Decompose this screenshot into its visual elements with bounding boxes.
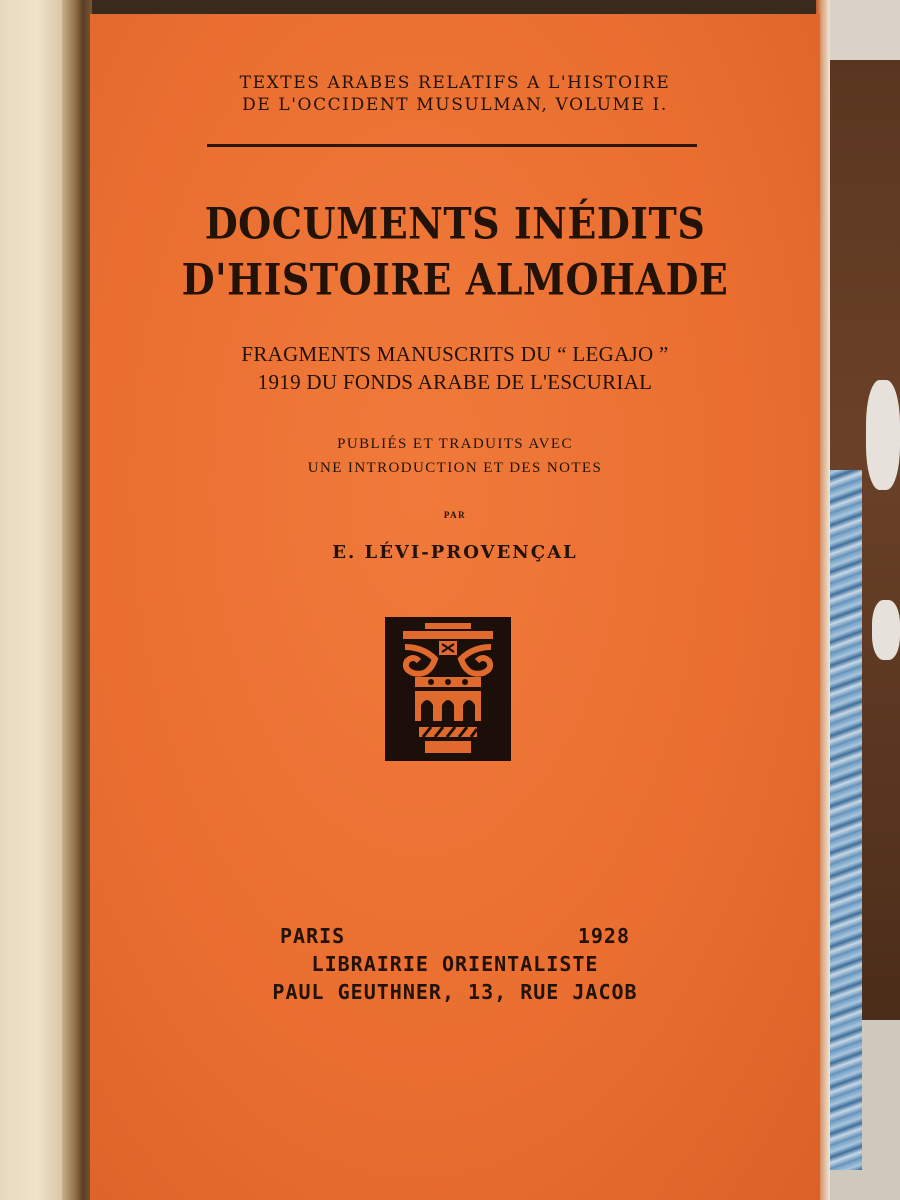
publication-line: PUBLIÉS ET TRADUITS AVEC	[337, 436, 573, 452]
subtitle-line: FRAGMENTS MANUSCRITS DU “ LEGAJO ”	[241, 342, 669, 366]
column-capital-icon	[385, 617, 511, 761]
imprint-year: 1928	[577, 924, 630, 948]
facing-page	[0, 0, 62, 1200]
publisher-name: LIBRAIRIE ORIENTALISTE	[311, 952, 599, 976]
subtitle-line: 1919 DU FONDS ARABE DE L'ESCURIAL	[257, 370, 653, 394]
book-subtitle	[90, 340, 820, 396]
series-line: TEXTES ARABES RELATIFS A L'HISTOIRE	[239, 73, 671, 93]
table-cutout	[872, 600, 900, 660]
series-line: DE L'OCCIDENT MUSULMAN, VOLUME I.	[242, 95, 668, 115]
imprint-city: PARIS	[280, 924, 346, 948]
title-line: DOCUMENTS INÉDITS	[204, 198, 706, 249]
author-name: E. LÉVI-PROVENÇAL	[332, 542, 578, 563]
book-cover	[90, 14, 820, 1200]
imprint	[90, 922, 820, 1006]
publication-line: UNE INTRODUCTION ET DES NOTES	[307, 460, 603, 476]
title-line: D'HISTOIRE ALMOHADE	[181, 254, 729, 305]
divider-rule	[207, 144, 697, 147]
book-gutter	[62, 0, 92, 1200]
publisher-address: PAUL GEUTHNER, 13, RUE JACOB	[272, 980, 638, 1004]
imprint-place-date	[280, 922, 630, 950]
par-label: PAR	[443, 510, 467, 520]
table-cutout	[866, 380, 900, 490]
series-title	[90, 72, 820, 116]
publication-note	[90, 432, 820, 480]
background-floor	[826, 0, 900, 60]
book-title	[90, 196, 820, 308]
